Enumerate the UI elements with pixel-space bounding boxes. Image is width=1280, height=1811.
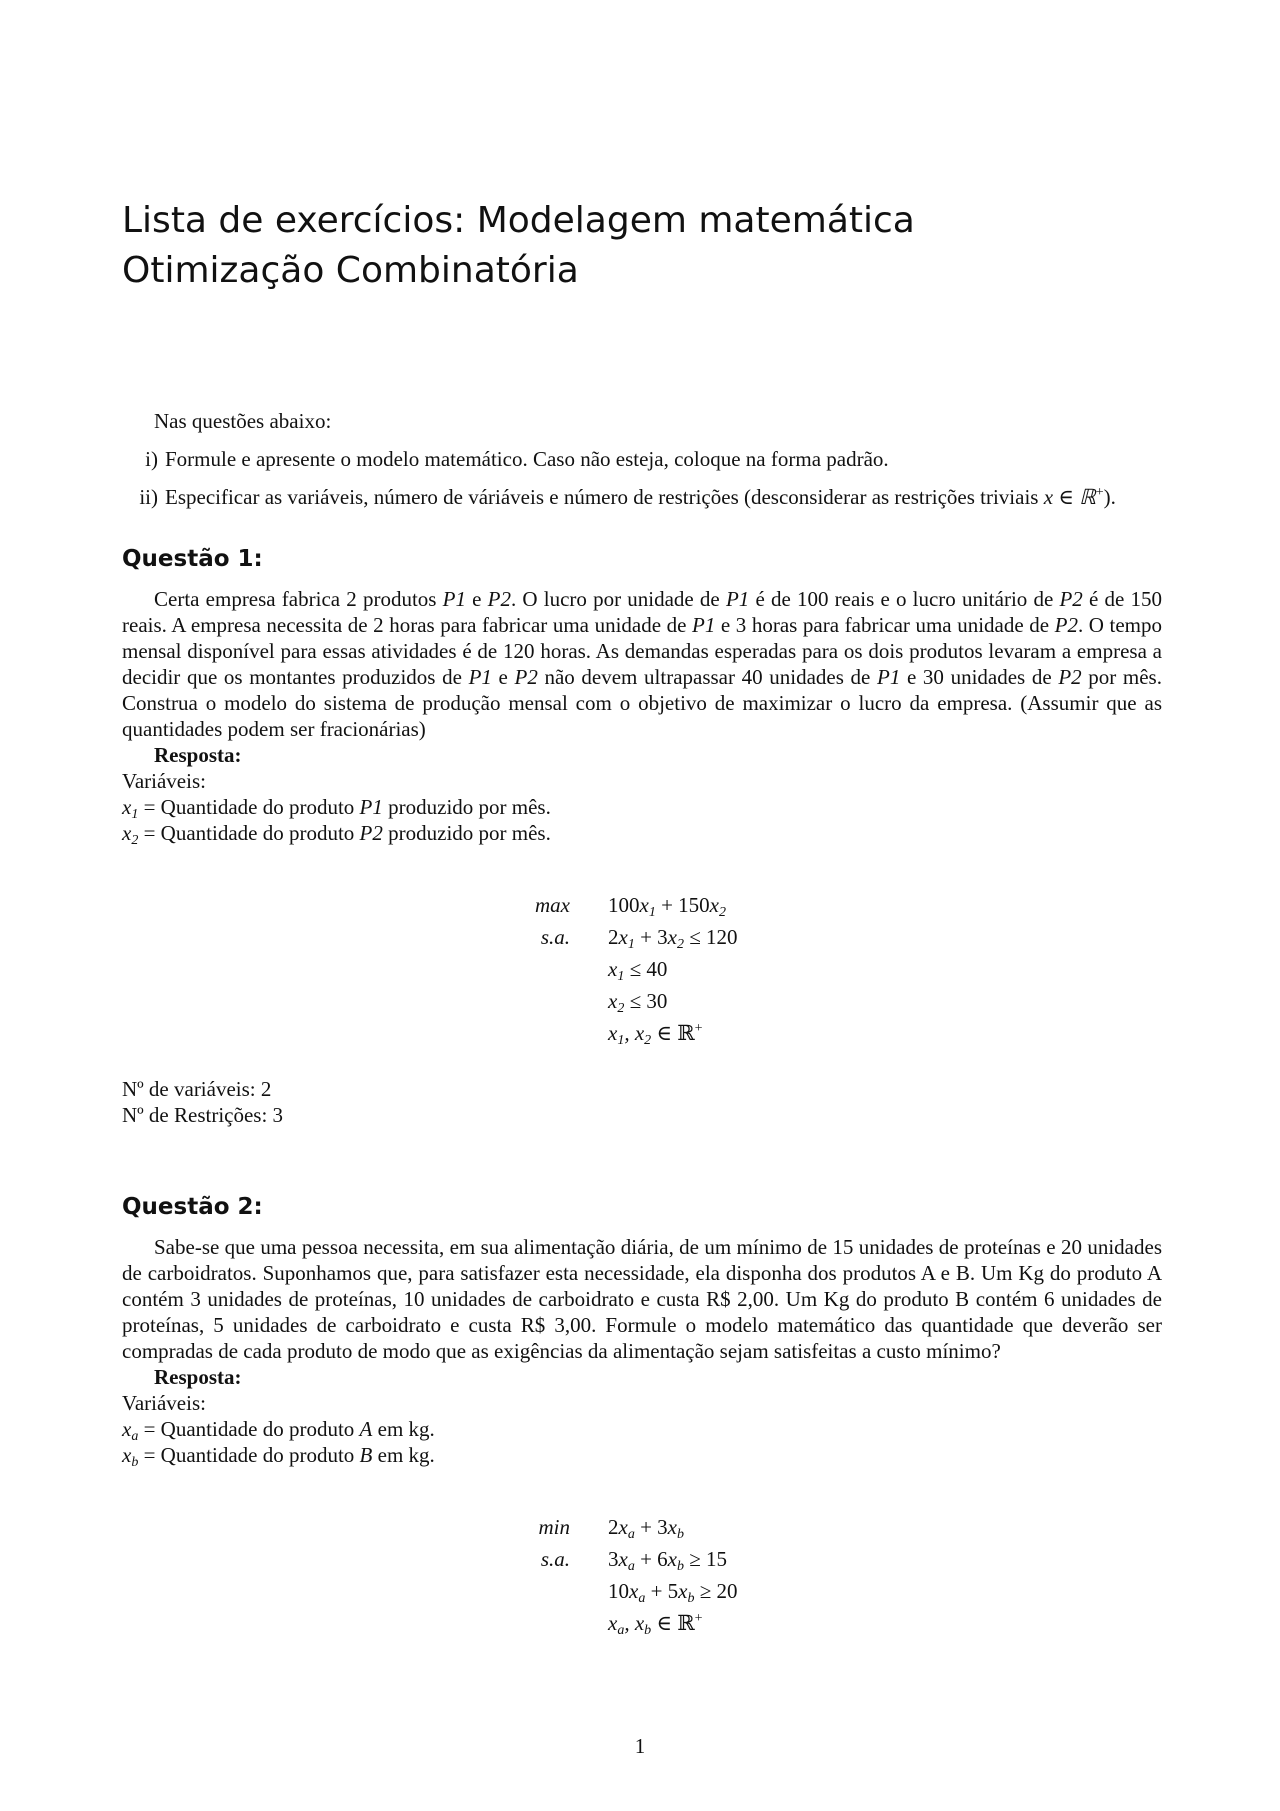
math-inline: P2: [487, 587, 511, 611]
intro-item-ii: [122, 484, 1162, 510]
math-sub: 1: [627, 937, 635, 952]
intro-item-i: [122, 446, 1162, 472]
math-sub: 2: [617, 1001, 625, 1016]
math-inline: B: [359, 1443, 373, 1467]
variable-xa: [122, 1416, 1162, 1442]
answer-label: Resposta:: [154, 743, 242, 767]
math-inline: x: [667, 1547, 677, 1571]
text: = Quantidade do produto: [138, 1417, 360, 1441]
math-inline: x: [678, 1579, 688, 1603]
math-sub: b: [131, 1455, 139, 1470]
text: 2: [608, 1515, 619, 1539]
model-constraint-3: [608, 988, 667, 1014]
title-line-1: Lista de exercícios: Modelagem matemática: [122, 200, 915, 241]
text: . O lucro por unidade de: [510, 587, 726, 611]
math-sub: 1: [617, 1033, 625, 1048]
math-inline: x: [618, 1515, 628, 1539]
text: e 30 unidades de: [900, 665, 1059, 689]
math-sup: +: [694, 1611, 703, 1626]
math-inline: x: [639, 893, 649, 917]
list-text: Especificar as variáveis, número de váriáveis e número de restrições (desconsiderar as restrições triviais: [165, 485, 1039, 509]
math-inline: P2: [359, 821, 383, 845]
model-objective: [608, 1514, 684, 1540]
model-objective-row: [122, 892, 1162, 918]
model-objective: [608, 892, 726, 918]
model-constraint-1: [608, 924, 738, 950]
text: é de 150 reais. A empresa necessita de 2 horas para fabricar uma unidade de: [122, 587, 1162, 637]
text: produzido por mês.: [382, 821, 551, 845]
math-inline: A: [359, 1417, 373, 1441]
math-sub: 2: [131, 833, 139, 848]
variable-x2: [122, 820, 1162, 846]
question-2-statement: Sabe-se que uma pessoa necessita, em sua alimentação diária, de um mínimo de 15 unidades de proteínas e 20 unidades de carboidratos. Suponhamos que, para satisfazer esta necessidade, ela disponha dos produtos A e B. Um Kg do produto A contém 3 unidades de proteínas, 10 unidades de carboidrato e custa R$ 2,00. Um Kg do produto B contém 6 unidades de proteínas, 5 unidades de carboidrato e custa R$ 3,00. Formule o modelo matemático das quantidade que deverão ser compradas de cada produto de modo que as exigências da alimentação sejam satisfeitas a custo mínimo?: [122, 1235, 1162, 1363]
text: 100: [608, 893, 640, 917]
document-title: [122, 196, 1162, 296]
math-sub: a: [627, 1527, 635, 1542]
math-sup: +: [1095, 485, 1104, 500]
model-constraint-2: [608, 956, 667, 982]
spacer: [122, 1128, 1162, 1158]
math-sub: 1: [648, 905, 656, 920]
model-objective-row: [122, 1514, 1162, 1540]
text: + 6: [634, 1547, 668, 1571]
text: ≤ 30: [624, 989, 668, 1013]
math-inline: x: [122, 821, 132, 845]
model-constraint-row: [122, 1020, 1162, 1046]
model-constraint-2: [608, 1578, 738, 1604]
math-inline: P1: [442, 587, 466, 611]
text: = Quantidade do produto: [138, 821, 360, 845]
text: por mês. Construa o modelo do sistema de produção mensal com o objetivo de maximizar o lucro da empresa. (Assumir que as quantidades podem ser fracionárias): [122, 665, 1162, 741]
page-number: 1: [634, 1734, 646, 1758]
text: + 3: [634, 925, 668, 949]
math-sub: b: [644, 1623, 652, 1638]
text: produzido por mês.: [382, 795, 551, 819]
text: e: [491, 665, 515, 689]
text: ≥ 15: [684, 1547, 728, 1571]
model-constraint-row: [122, 1610, 1162, 1636]
answer-label: Resposta:: [154, 1365, 242, 1389]
text: 3: [608, 1547, 619, 1571]
math-sub: 1: [131, 807, 139, 822]
math-sub: a: [627, 1559, 635, 1574]
text: não devem ultrapassar 40 unidades de: [537, 665, 878, 689]
variable-x1: [122, 794, 1162, 820]
math-inline: , x: [624, 1021, 645, 1045]
math-sub: b: [677, 1527, 684, 1542]
text: Certa empresa fabrica 2 produtos: [154, 587, 443, 611]
math-sub: b: [677, 1559, 684, 1574]
num-constraints: Nº de Restrições: 3: [122, 1103, 284, 1127]
math-inline: , x: [624, 1611, 645, 1635]
text: em kg.: [372, 1443, 435, 1467]
variable-xb: [122, 1442, 1162, 1468]
math-inline: P1: [468, 665, 492, 689]
question-1-statement: [122, 586, 1162, 742]
math-sub: a: [638, 1591, 646, 1606]
variables-label: Variáveis:: [122, 769, 206, 793]
model-question-1: [122, 892, 1162, 1052]
model-constraint-row: [122, 1578, 1162, 1604]
math-inline: P2: [1054, 613, 1078, 637]
math-inline: x: [618, 925, 628, 949]
intro-lead: Nas questões abaixo:: [154, 409, 332, 433]
model-constraint-row: [122, 956, 1162, 982]
variables-label: Variáveis:: [122, 1391, 206, 1415]
math-inline: x: [608, 989, 618, 1013]
list-text: Formule e apresente o modelo matemático. Caso não esteja, coloque na forma padrão.: [165, 447, 889, 471]
list-text-end: ).: [1103, 485, 1116, 509]
model-question-2: [122, 1514, 1162, 1642]
math-sub: b: [687, 1591, 695, 1606]
model-constraint-kw: s.a.: [540, 925, 570, 949]
math-sub: 2: [677, 937, 684, 952]
model-constraint-kw: s.a.: [540, 1547, 570, 1571]
text: 10: [608, 1579, 629, 1603]
math-inline: x: [709, 893, 719, 917]
math-inline: x: [608, 957, 618, 981]
text: ≤ 120: [684, 925, 738, 949]
text: . O tempo mensal disponível para essas atividades é de 120 horas. As demandas esperadas para os dois produtos levaram a empresa a decidir que os montantes produzidos de: [122, 613, 1163, 689]
math-inline: x: [122, 1443, 132, 1467]
math-inline: P1: [692, 613, 716, 637]
model-constraint-row: [122, 988, 1162, 1014]
math-inline: x: [667, 925, 677, 949]
text: + 5: [645, 1579, 679, 1603]
math-sub: 2: [644, 1033, 652, 1048]
title-line-2: Otimização Combinatória: [122, 250, 579, 291]
model-constraint-1: [608, 1546, 727, 1572]
math-inline: x: [608, 1021, 618, 1045]
math-sub: 1: [617, 969, 625, 984]
math-sup: +: [694, 1021, 703, 1036]
text: = Quantidade do produto: [138, 795, 360, 819]
text: = Quantidade do produto: [138, 1443, 360, 1467]
math-inline: P1: [725, 587, 750, 611]
math-inline: x: [618, 1547, 628, 1571]
text: e: [465, 587, 488, 611]
question-1-heading: Questão 1:: [122, 546, 263, 572]
math-inline: x: [667, 1515, 677, 1539]
question-2-heading: Questão 2:: [122, 1194, 263, 1220]
document-body: [122, 196, 1162, 1666]
text: ≤ 40: [624, 957, 668, 981]
model-constraint-row: [122, 924, 1162, 950]
math-inline: x: [608, 1611, 618, 1635]
math-sub: 2: [719, 905, 726, 920]
math-inline: P1: [877, 665, 901, 689]
math-inline: x ∈ ℝ: [1043, 485, 1096, 509]
text: ∈ ℝ: [651, 1021, 695, 1045]
math-sub: a: [131, 1429, 139, 1444]
model-objective-kw: max: [535, 893, 570, 917]
text: ∈ ℝ: [651, 1611, 695, 1635]
text: + 3: [634, 1515, 668, 1539]
num-variables: Nº de variáveis: 2: [122, 1077, 272, 1101]
text: + 150: [655, 893, 710, 917]
text: é de 100 reais e o lucro unitário de: [749, 587, 1060, 611]
list-label: i): [145, 447, 158, 471]
text: e 3 horas para fabricar uma unidade de: [715, 613, 1055, 637]
text: 2: [608, 925, 619, 949]
math-inline: x: [122, 795, 132, 819]
text: em kg.: [372, 1417, 435, 1441]
math-sub: a: [617, 1623, 625, 1638]
math-inline: P2: [514, 665, 538, 689]
math-inline: P2: [1058, 665, 1082, 689]
math-inline: x: [122, 1417, 132, 1441]
text: ≥ 20: [694, 1579, 738, 1603]
math-inline: x: [629, 1579, 639, 1603]
math-inline: P2: [1059, 587, 1083, 611]
math-inline: P1: [359, 795, 383, 819]
model-constraint-row: [122, 1546, 1162, 1572]
model-objective-kw: min: [538, 1515, 570, 1539]
model-constraint-3: [608, 1610, 703, 1636]
model-constraint-4: [608, 1020, 703, 1046]
list-label: ii): [139, 485, 158, 509]
